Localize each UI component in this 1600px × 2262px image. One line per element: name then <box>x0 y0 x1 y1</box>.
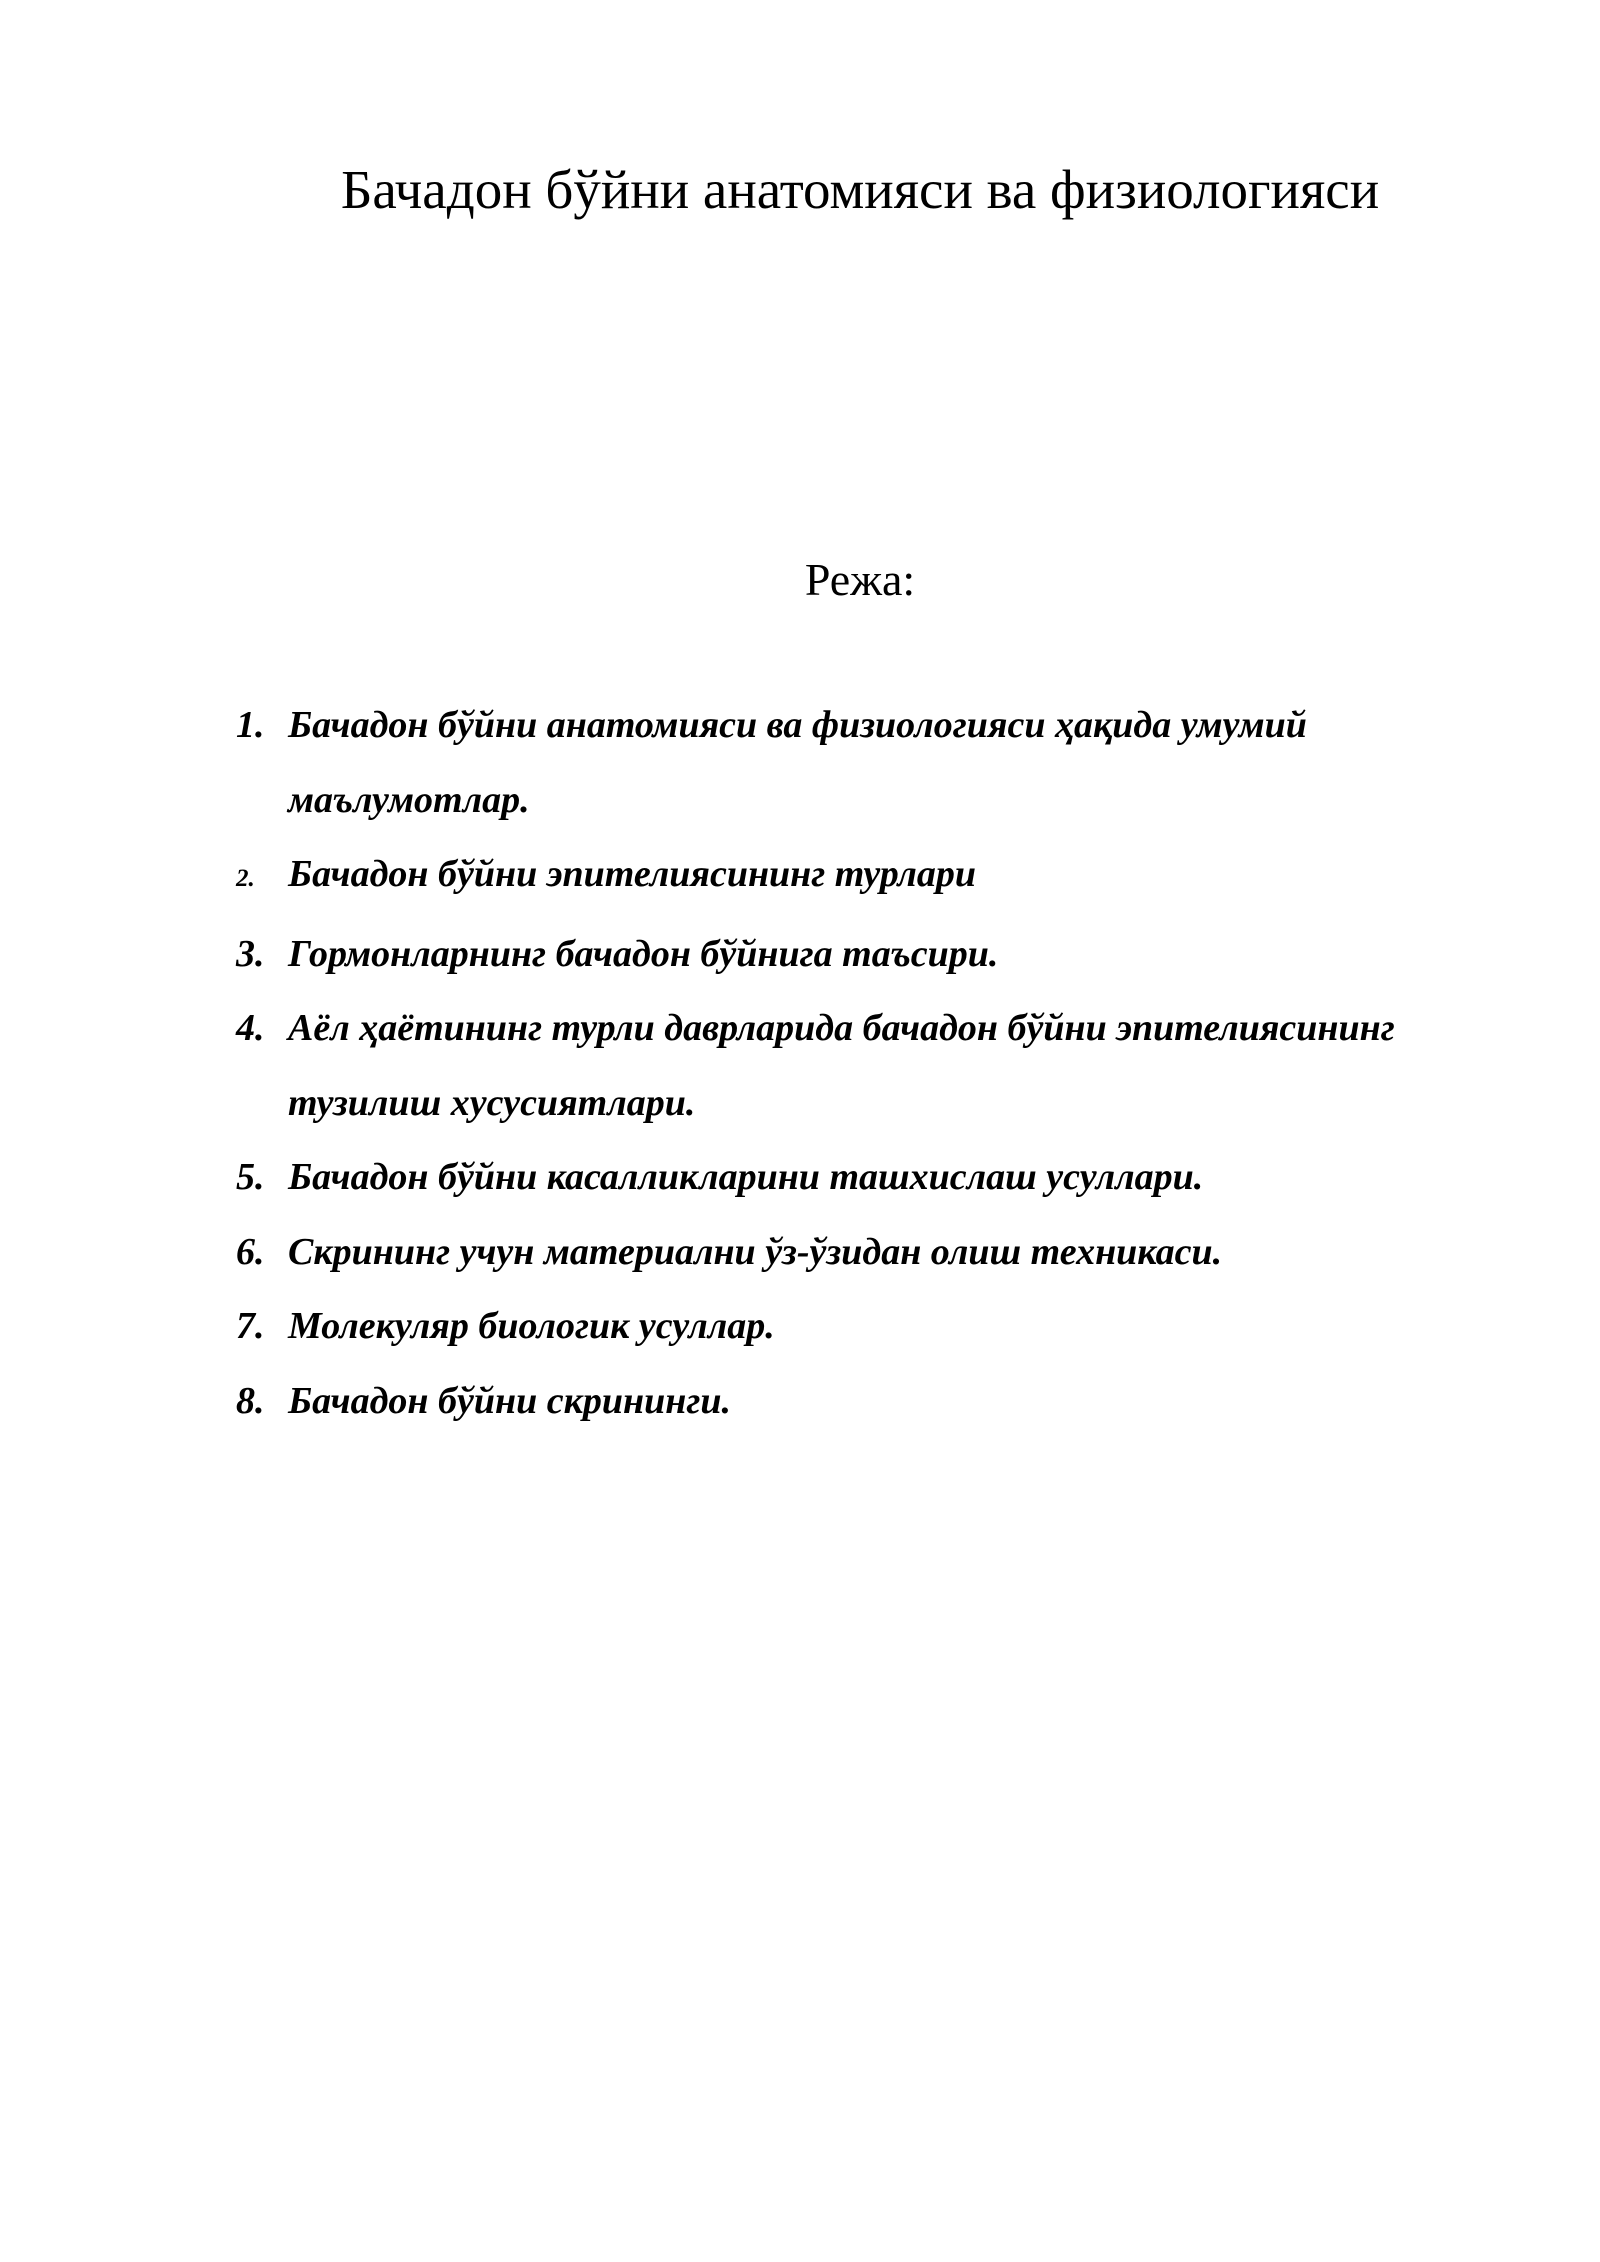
list-item-number: 5. <box>236 1156 265 1198</box>
list-item <box>236 991 1496 1140</box>
list-item-text: Бачадон бўйни скрининги. <box>288 1379 731 1422</box>
list-item-text: Бачадон бўйни касалликларини ташхислаш усуллари. <box>288 1156 1204 1198</box>
list-item-number: 1. <box>236 704 265 746</box>
list-item <box>236 917 1496 992</box>
list-item <box>236 1289 1496 1364</box>
list-item-text: Гормонларнинг бачадон бўйнига таъсири. <box>288 932 999 975</box>
list-item-number: 8. <box>236 1379 265 1422</box>
list-item <box>236 688 1496 837</box>
list-item-text: Бачадон бўйни эпителиясининг турлари <box>288 853 976 895</box>
list-item-number: 4. <box>236 1007 265 1049</box>
list-item-text: Аёл ҳаётининг турли даврларида бачадон бўйни эпителиясининг тузилиш хусусиятлари. <box>288 1007 1395 1124</box>
list-item <box>236 837 1496 917</box>
list-item <box>236 1140 1496 1215</box>
list-item-number: 6. <box>236 1230 265 1273</box>
plan-heading: Режа: <box>804 554 916 605</box>
plan-list <box>236 688 1496 1438</box>
list-item <box>236 1364 1496 1439</box>
list-item-text: Молекуляр биологик усуллар. <box>288 1305 775 1347</box>
list-item-text: Скрининг учун материални ўз-ўзидан олиш техникаси. <box>288 1230 1223 1273</box>
list-item-text: Бачадон бўйни анатомияси ва физиологияси ҳақида умумий маълумотлар. <box>288 704 1307 821</box>
list-item-number: 7. <box>236 1305 265 1347</box>
list-item <box>236 1215 1496 1290</box>
document-title: Бачадон бўйни анатомияси ва физиологияси <box>340 159 1380 220</box>
list-item-number: 3. <box>236 932 265 975</box>
list-item-number: 2. <box>236 865 255 892</box>
